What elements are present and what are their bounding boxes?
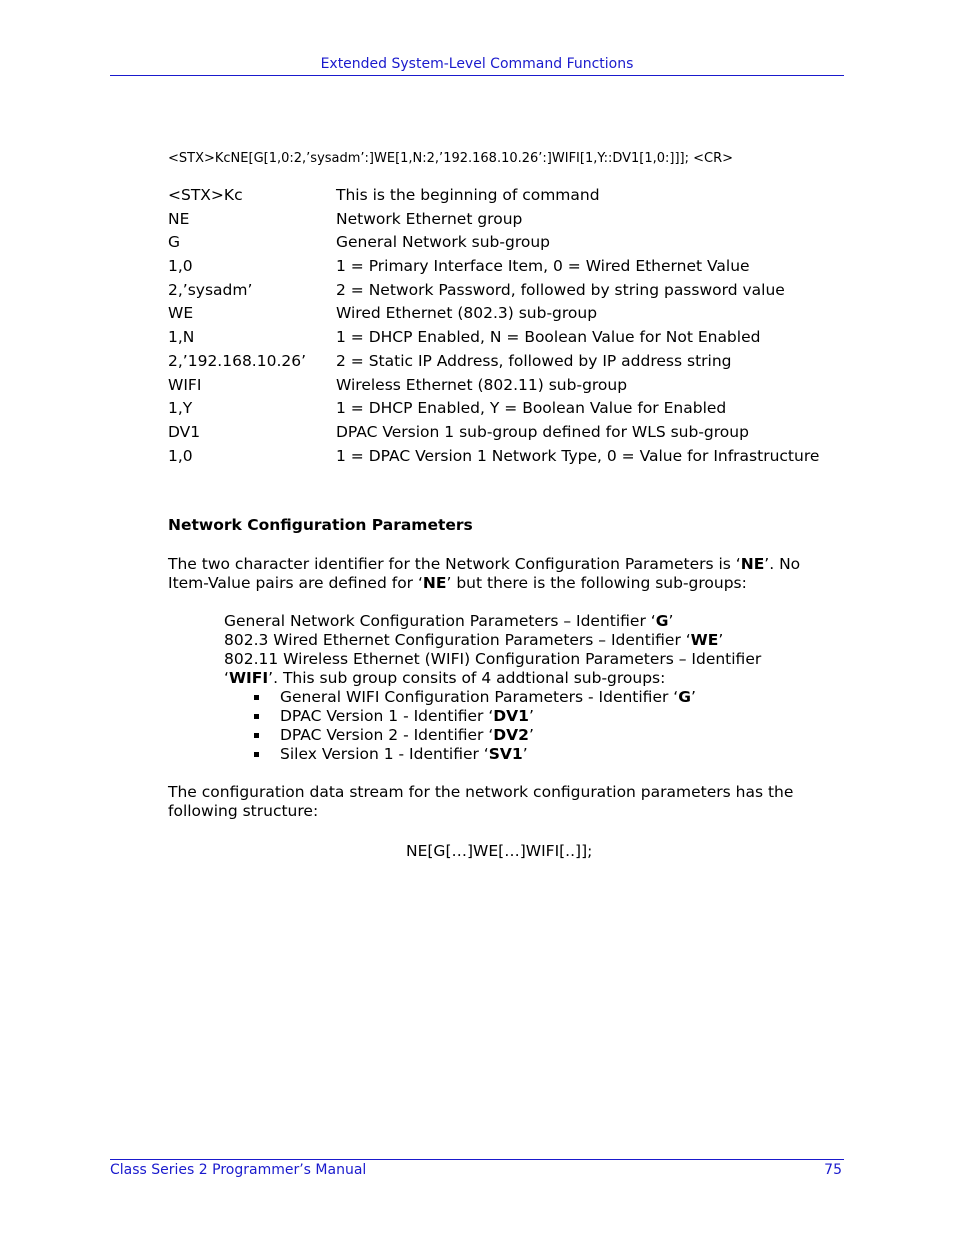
definition-description: 2 = Network Password, followed by string password value [336,280,785,299]
identifier-g: G [655,612,669,630]
subgroup-wifi-cont [224,669,824,688]
definition-code: 1,Y [168,399,193,418]
list-item [224,688,824,707]
intro-text: The two character identifier for the Network Configuration Parameters is ‘ [168,555,741,573]
subgroup-wifi: 802.11 Wireless Ethernet (WIFI) Configuration Parameters – Identifier [224,650,762,668]
definition-description: Wired Ethernet (802.3) sub-group [336,304,598,323]
definition-description: 1 = DHCP Enabled, Y = Boolean Value for Enabled [336,399,727,418]
command-definition-table [168,184,858,468]
definition-code: 2,’192.168.10.26’ [168,351,307,370]
subgroup-wired [224,631,824,650]
list-item [224,726,824,745]
definition-row [168,231,858,255]
definition-row [168,302,858,326]
intro-paragraph [168,555,828,593]
definition-code: 1,0 [168,446,193,465]
definition-code: G [168,233,181,252]
definition-row [168,184,858,208]
subgroup-text: ’ [668,612,674,630]
header-divider [110,75,844,76]
identifier-we: WE [690,631,719,649]
identifier-sv1: SV1 [488,745,523,763]
definition-row [168,279,858,303]
definition-description: This is the beginning of command [336,186,600,204]
subgroup-text: ’. This sub group consits of 4 addtional sub-groups: [268,669,666,687]
definition-code: DV1 [168,422,201,441]
list-item-text: DPAC Version 2 - Identifier ‘ [280,726,494,744]
subgroup-general [224,612,824,631]
definition-code: WE [168,304,194,323]
subgroup-text: 802.3 Wired Ethernet Configuration Parameters – Identifier ‘ [224,631,691,649]
subgroup-text: ’ [718,631,724,649]
definition-row [168,421,858,445]
footer-divider [110,1159,844,1160]
definition-code: 1,0 [168,257,193,276]
list-item-text: Silex Version 1 - Identifier ‘ [280,745,489,763]
square-bullet-icon [254,752,259,757]
list-item-text: General WIFI Configuration Parameters - Identifier ‘ [280,688,679,706]
identifier-ne: NE [422,574,447,592]
definition-description: DPAC Version 1 sub-group defined for WLS sub-group [336,422,749,441]
subgroup-list [224,612,824,764]
definition-code: WIFI [168,375,202,394]
definition-description: General Network sub-group [336,233,551,252]
definition-code: 1,N [168,328,195,347]
list-item [224,707,824,726]
list-item-text: DPAC Version 1 - Identifier ‘ [280,707,494,725]
square-bullet-icon [254,733,259,738]
definition-code: <STX>Kc [168,186,243,204]
identifier-ne: NE [740,555,765,573]
definition-description: Wireless Ethernet (802.11) sub-group [336,375,628,394]
definition-row [168,445,858,469]
wifi-subgroup-list [224,688,824,764]
definition-description: 1 = DPAC Version 1 Network Type, 0 = Value for Infrastructure [336,446,820,465]
command-example: <STX>KcNE[G[1,0:2,’sysadm’:]WE[1,N:2,’192.168.10.26’:]WIFI[1,Y::DV1[1,0:]]]; <CR> [168,151,734,166]
data-stream-structure: NE[G[…]WE[…]WIFI[..]]; [406,842,593,860]
list-item-text: ’ [528,707,534,725]
footer-page-number: 75 [824,1162,842,1178]
list-item-text: ’ [528,726,534,744]
running-header: Extended System-Level Command Functions [320,56,634,72]
definition-description: 1 = Primary Interface Item, 0 = Wired Ethernet Value [336,257,750,276]
definition-description: 1 = DHCP Enabled, N = Boolean Value for Not Enabled [336,328,761,347]
footer-manual-title: Class Series 2 Programmer’s Manual [110,1162,367,1178]
definition-row [168,350,858,374]
definition-row [168,208,858,232]
definition-code: 2,’sysadm’ [168,280,253,299]
definition-row [168,397,858,421]
definition-row [168,326,858,350]
definition-row [168,255,858,279]
list-item-text: ’ [522,745,528,763]
intro-text: ’. No Item-Value pairs are defined for ‘ [168,555,801,592]
list-item [224,745,824,764]
structure-paragraph: The configuration data stream for the network configuration parameters has the following structure: [168,783,794,820]
identifier-wifi: WIFI [228,669,269,687]
definition-code: NE [168,209,190,228]
square-bullet-icon [254,714,259,719]
section-heading: Network Configuration Parameters [168,516,473,534]
list-item-text: ’ [690,688,696,706]
identifier-dv1: DV1 [493,707,529,725]
identifier-g: G [678,688,691,706]
definition-description: Network Ethernet group [336,209,523,228]
subgroup-text: ‘ [224,669,229,687]
subgroup-text: General Network Configuration Parameters – Identifier ‘ [224,612,656,630]
definition-description: 2 = Static IP Address, followed by IP address string [336,351,732,370]
identifier-dv2: DV2 [493,726,529,744]
intro-text: ’ but there is the following sub-groups: [446,574,747,592]
square-bullet-icon [254,695,259,700]
definition-row [168,374,858,398]
